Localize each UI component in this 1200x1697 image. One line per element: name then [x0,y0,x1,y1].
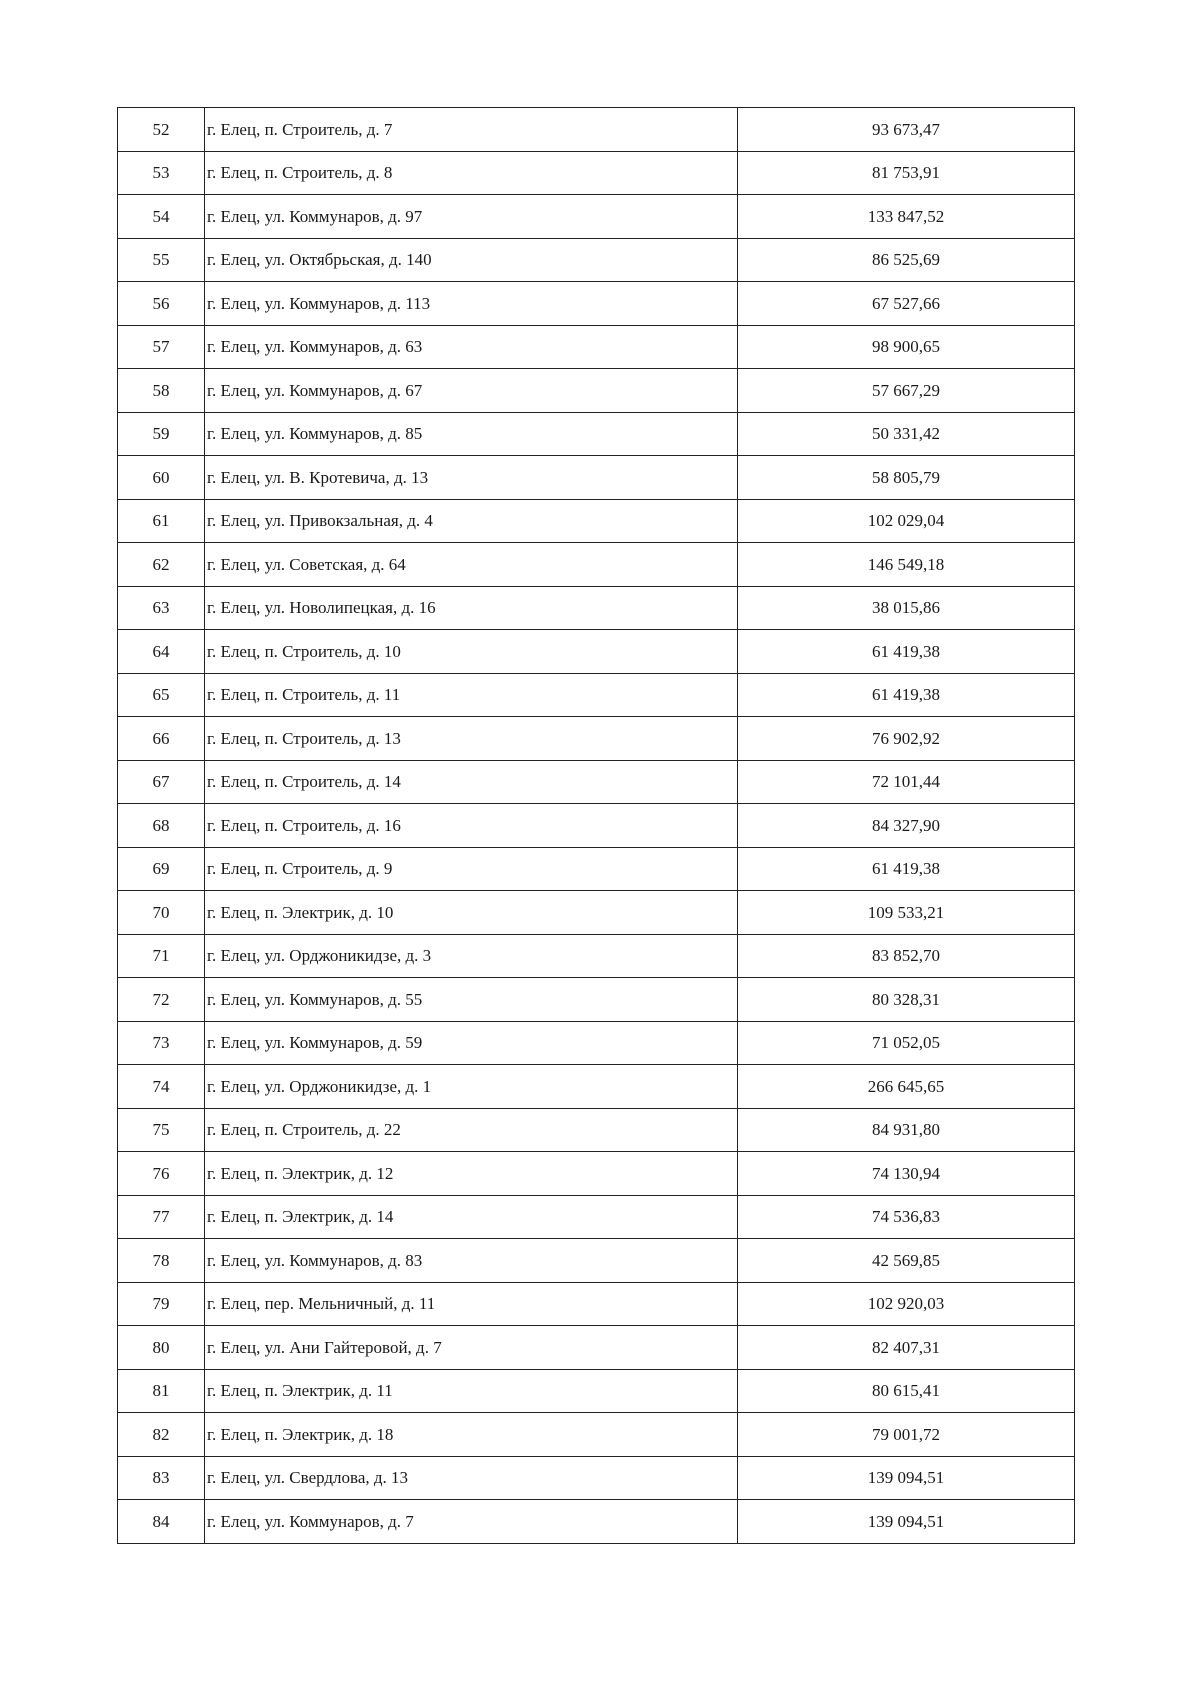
row-number-cell: 59 [118,412,205,456]
table-row [118,282,1075,326]
address-cell: г. Елец, п. Электрик, д. 18 [205,1413,738,1457]
table-row [118,1413,1075,1457]
row-number-cell: 78 [118,1239,205,1283]
table-row [118,108,1075,152]
row-number-cell: 61 [118,499,205,543]
address-cell: г. Елец, ул. Новолипецкая, д. 16 [205,586,738,630]
row-number-cell: 71 [118,934,205,978]
address-cell: г. Елец, п. Строитель, д. 14 [205,760,738,804]
table-row [118,369,1075,413]
amount-cell: 139 094,51 [738,1500,1075,1544]
amount-cell: 61 419,38 [738,847,1075,891]
amount-cell: 266 645,65 [738,1065,1075,1109]
row-number-cell: 84 [118,1500,205,1544]
row-number-cell: 72 [118,978,205,1022]
address-cell: г. Елец, п. Строитель, д. 10 [205,630,738,674]
amount-cell: 109 533,21 [738,891,1075,935]
row-number-cell: 67 [118,760,205,804]
table-row [118,1108,1075,1152]
table-row [118,934,1075,978]
table-row [118,630,1075,674]
amount-cell: 82 407,31 [738,1326,1075,1370]
amount-cell: 57 667,29 [738,369,1075,413]
amount-cell: 80 615,41 [738,1369,1075,1413]
row-number-cell: 68 [118,804,205,848]
row-number-cell: 82 [118,1413,205,1457]
amount-cell: 93 673,47 [738,108,1075,152]
table-row [118,673,1075,717]
table-row [118,1195,1075,1239]
address-cell: г. Елец, ул. Орджоникидзе, д. 3 [205,934,738,978]
address-cell: г. Елец, п. Электрик, д. 11 [205,1369,738,1413]
address-cell: г. Елец, п. Строитель, д. 8 [205,151,738,195]
table-row [118,499,1075,543]
row-number-cell: 81 [118,1369,205,1413]
row-number-cell: 64 [118,630,205,674]
amount-cell: 79 001,72 [738,1413,1075,1457]
address-cell: г. Елец, ул. Орджоникидзе, д. 1 [205,1065,738,1109]
row-number-cell: 76 [118,1152,205,1196]
amount-cell: 86 525,69 [738,238,1075,282]
amount-cell: 146 549,18 [738,543,1075,587]
address-cell: г. Елец, ул. Коммунаров, д. 63 [205,325,738,369]
address-cell: г. Елец, ул. Октябрьская, д. 140 [205,238,738,282]
amount-cell: 84 327,90 [738,804,1075,848]
table-row [118,760,1075,804]
row-number-cell: 70 [118,891,205,935]
address-cell: г. Елец, п. Строитель, д. 7 [205,108,738,152]
table-row [118,586,1075,630]
row-number-cell: 75 [118,1108,205,1152]
address-cell: г. Елец, п. Электрик, д. 14 [205,1195,738,1239]
amount-cell: 58 805,79 [738,456,1075,500]
table-row [118,804,1075,848]
amount-cell: 42 569,85 [738,1239,1075,1283]
table-row [118,847,1075,891]
amount-cell: 102 029,04 [738,499,1075,543]
address-cell: г. Елец, пер. Мельничный, д. 11 [205,1282,738,1326]
table-row [118,1021,1075,1065]
amount-cell: 50 331,42 [738,412,1075,456]
row-number-cell: 52 [118,108,205,152]
address-cell: г. Елец, п. Строитель, д. 11 [205,673,738,717]
amount-cell: 81 753,91 [738,151,1075,195]
row-number-cell: 80 [118,1326,205,1370]
address-cell: г. Елец, ул. Коммунаров, д. 67 [205,369,738,413]
amount-cell: 74 536,83 [738,1195,1075,1239]
row-number-cell: 55 [118,238,205,282]
address-cell: г. Елец, п. Строитель, д. 22 [205,1108,738,1152]
address-cell: г. Елец, ул. Коммунаров, д. 97 [205,195,738,239]
address-cell: г. Елец, ул. Свердлова, д. 13 [205,1456,738,1500]
table-row [118,1369,1075,1413]
table-row [118,1152,1075,1196]
address-cell: г. Елец, п. Электрик, д. 10 [205,891,738,935]
row-number-cell: 56 [118,282,205,326]
table-row [118,978,1075,1022]
address-cell: г. Елец, ул. Ани Гайтеровой, д. 7 [205,1326,738,1370]
row-number-cell: 83 [118,1456,205,1500]
row-number-cell: 60 [118,456,205,500]
table-row [118,151,1075,195]
amount-cell: 98 900,65 [738,325,1075,369]
address-cell: г. Елец, п. Электрик, д. 12 [205,1152,738,1196]
table-row [118,238,1075,282]
amount-cell: 133 847,52 [738,195,1075,239]
table-row [118,325,1075,369]
amount-cell: 84 931,80 [738,1108,1075,1152]
row-number-cell: 57 [118,325,205,369]
table-body [118,108,1075,1544]
row-number-cell: 54 [118,195,205,239]
amount-cell: 74 130,94 [738,1152,1075,1196]
address-cell: г. Елец, ул. Коммунаров, д. 83 [205,1239,738,1283]
table-row [118,1065,1075,1109]
row-number-cell: 66 [118,717,205,761]
address-cell: г. Елец, ул. Коммунаров, д. 113 [205,282,738,326]
address-cell: г. Елец, ул. Привокзальная, д. 4 [205,499,738,543]
table-row [118,1282,1075,1326]
address-cell: г. Елец, п. Строитель, д. 16 [205,804,738,848]
amount-cell: 61 419,38 [738,673,1075,717]
table-row [118,412,1075,456]
amount-cell: 76 902,92 [738,717,1075,761]
address-cell: г. Елец, ул. Коммунаров, д. 59 [205,1021,738,1065]
amount-cell: 38 015,86 [738,586,1075,630]
row-number-cell: 58 [118,369,205,413]
address-cell: г. Елец, ул. В. Кротевича, д. 13 [205,456,738,500]
amount-cell: 72 101,44 [738,760,1075,804]
row-number-cell: 77 [118,1195,205,1239]
table-row [118,195,1075,239]
address-cell: г. Елец, ул. Коммунаров, д. 7 [205,1500,738,1544]
address-cell: г. Елец, п. Строитель, д. 9 [205,847,738,891]
address-cell: г. Елец, п. Строитель, д. 13 [205,717,738,761]
table-row [118,543,1075,587]
row-number-cell: 74 [118,1065,205,1109]
amount-cell: 67 527,66 [738,282,1075,326]
address-cell: г. Елец, ул. Советская, д. 64 [205,543,738,587]
amount-cell: 71 052,05 [738,1021,1075,1065]
table-row [118,1500,1075,1544]
table-row [118,891,1075,935]
table-row [118,456,1075,500]
address-cell: г. Елец, ул. Коммунаров, д. 85 [205,412,738,456]
address-amount-table [117,107,1075,1544]
amount-cell: 102 920,03 [738,1282,1075,1326]
address-cell: г. Елец, ул. Коммунаров, д. 55 [205,978,738,1022]
row-number-cell: 63 [118,586,205,630]
amount-cell: 80 328,31 [738,978,1075,1022]
row-number-cell: 69 [118,847,205,891]
table-row [118,1326,1075,1370]
table-row [118,1239,1075,1283]
row-number-cell: 62 [118,543,205,587]
table-row [118,717,1075,761]
amount-cell: 83 852,70 [738,934,1075,978]
amount-cell: 139 094,51 [738,1456,1075,1500]
row-number-cell: 65 [118,673,205,717]
row-number-cell: 53 [118,151,205,195]
table-row [118,1456,1075,1500]
row-number-cell: 79 [118,1282,205,1326]
amount-cell: 61 419,38 [738,630,1075,674]
row-number-cell: 73 [118,1021,205,1065]
